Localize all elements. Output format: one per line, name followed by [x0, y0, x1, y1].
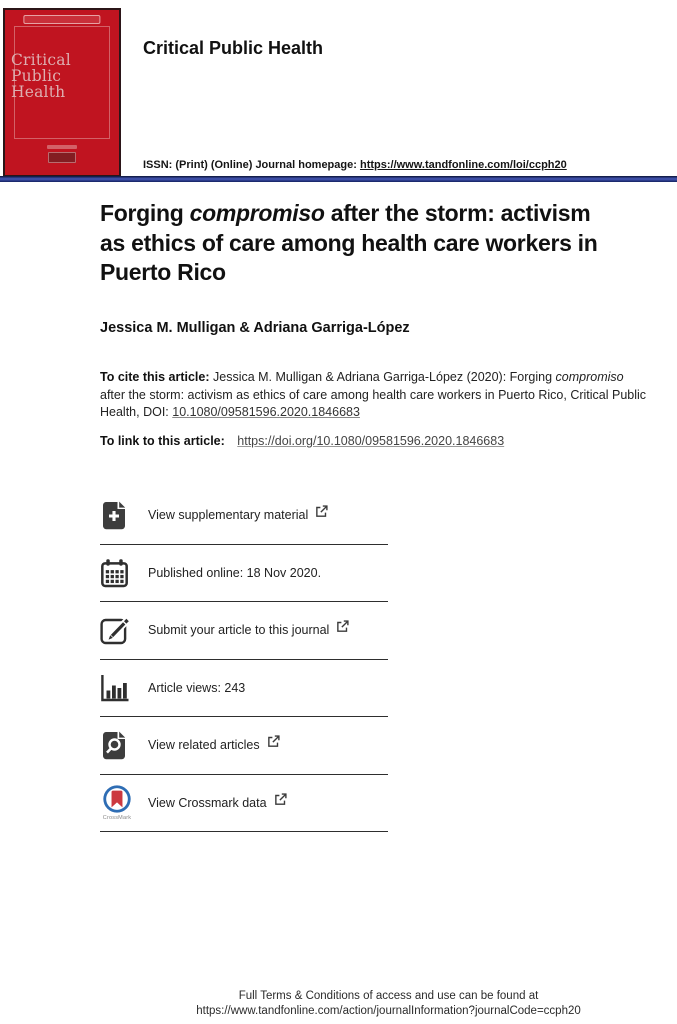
action-label: Article views: 243: [148, 680, 246, 695]
article-title-line1: Forging compromiso after the storm: activism: [100, 200, 591, 226]
cover-publisher-logo: [48, 152, 76, 163]
journal-title: Critical Public Health: [143, 38, 324, 58]
article-title-line3: Puerto Rico: [100, 259, 226, 285]
issn-homepage-line: [143, 159, 567, 171]
footer-terms-text: Full Terms & Conditions of access and use can be found at: [238, 990, 539, 1002]
action-label: View Crossmark data: [148, 795, 287, 811]
external-link-icon: [267, 735, 280, 751]
footer-terms-url[interactable]: https://www.tandfonline.com/action/journalInformation?journalCode=ccph20: [196, 1004, 581, 1017]
article-title-line2: as ethics of care among health care workers in: [100, 229, 598, 256]
action-label: View supplementary material: [148, 507, 328, 523]
terms-footer: [100, 989, 677, 1018]
cover-journal-title: [11, 52, 71, 100]
action-label: Published online: 18 Nov 2020.: [148, 565, 322, 580]
action-label: Submit your article to this journal: [148, 622, 349, 638]
cover-title-line: Public: [11, 67, 62, 86]
cover-title-line: Critical: [11, 51, 71, 69]
doi-link[interactable]: 10.1080/09581596.2020.1846683: [172, 405, 360, 419]
article-views-icon: [100, 673, 148, 703]
author-names: Jessica M. Mulligan & Adriana Garriga-López: [100, 320, 410, 336]
cite-line3: Health, DOI: 10.1080/09581596.2020.1846683: [100, 405, 360, 419]
crossmark-caption: CrossMark: [102, 815, 132, 822]
cover-banner: [23, 15, 100, 24]
journal-cover-image: [3, 8, 121, 177]
external-link-icon: [336, 620, 349, 636]
external-link-icon: [315, 505, 328, 521]
calendar-icon: [100, 558, 148, 588]
article-doi-url-link[interactable]: https://doi.org/10.1080/09581596.2020.1846683: [237, 434, 505, 448]
published-online-row[interactable]: [100, 545, 388, 603]
submit-article-icon: [100, 615, 148, 645]
link-label: To link to this article:: [100, 434, 225, 448]
link-to-article-line: [100, 434, 504, 448]
article-views-row[interactable]: [100, 660, 388, 718]
header-divider-bar: [0, 176, 677, 182]
cite-line1: To cite this article: Jessica M. Mulligan & Adriana Garriga-López (2020): Forging compromiso: [100, 370, 624, 384]
view-supplementary-material-row[interactable]: [100, 487, 388, 545]
article-actions-list: [100, 487, 388, 832]
journal-homepage-link[interactable]: https://www.tandfonline.com/loi/ccph20: [359, 159, 567, 171]
submit-article-row[interactable]: [100, 602, 388, 660]
external-link-icon: [274, 793, 287, 809]
cover-title-line: Health: [11, 83, 66, 102]
cite-line2: after the storm: activism as ethics of care among health care workers in Puerto Rico, Critical Public: [100, 387, 647, 402]
cite-this-article-block: [100, 369, 677, 422]
action-label: View related articles: [148, 737, 280, 753]
supplementary-material-icon: [100, 500, 148, 530]
view-crossmark-data-row[interactable]: [100, 775, 388, 833]
issn-label: ISSN: (Print) (Online) Journal homepage:: [143, 159, 357, 171]
related-articles-icon: [100, 730, 148, 760]
article-title: [100, 199, 660, 288]
cite-label: To cite this article:: [100, 370, 210, 384]
crossmark-icon: [100, 784, 148, 821]
view-related-articles-row[interactable]: [100, 717, 388, 775]
cover-volume-text: [47, 145, 77, 149]
